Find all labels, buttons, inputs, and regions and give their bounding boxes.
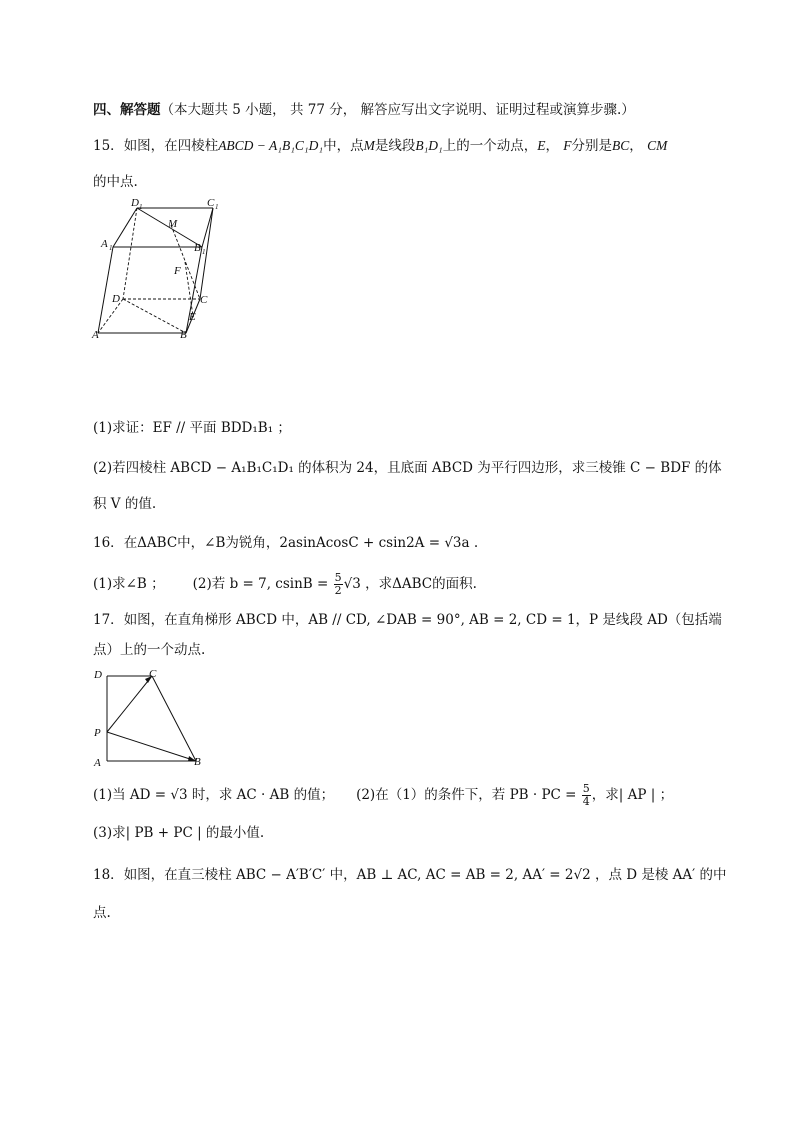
- section-note: （本大题共 5 小题， 共 77 分， 解答应写出文字说明、证明过程或演算步骤.）: [160, 102, 635, 118]
- q16-line1: [93, 533, 478, 553]
- label-b1: B: [194, 242, 201, 254]
- q15-point-m: M: [363, 138, 375, 153]
- label-b: B: [180, 329, 187, 341]
- label-b: B: [194, 756, 201, 768]
- q16-parts: [93, 572, 477, 597]
- label-c: C: [149, 668, 157, 680]
- q17-part1: (1)当 AD = √3 时，求 AC · AB 的值；: [93, 787, 335, 803]
- label-m: M: [168, 218, 178, 230]
- q15-number: 15．: [93, 138, 124, 154]
- q16-part1: (1)求∠B ；: [93, 576, 165, 592]
- label-e: E: [189, 311, 196, 323]
- label-c: C: [200, 294, 208, 306]
- label-f: F: [174, 265, 181, 277]
- frac-denominator: 4: [582, 795, 590, 808]
- label-sub: 1: [139, 203, 143, 211]
- q15-text: 是线段: [374, 138, 416, 154]
- q18-text: 如图，在直三棱柱 ABC − A′B′C′ 中，AB ⊥ AC, AC = AB = 2, AA′ = 2√2 ，点 D 是棱 AA′ 的中: [123, 867, 727, 883]
- q18-line2: 点.: [93, 905, 111, 921]
- q16-text: 在ΔABC中，∠B为锐角，2asinAcosC + csin2A = √3a .: [123, 535, 479, 551]
- q15-text: 如图，在四棱柱: [123, 138, 219, 154]
- q18-number: 18．: [93, 867, 124, 883]
- q17-part2: (2)在（1）的条件下，若 PB · PC =: [356, 787, 577, 803]
- q15-part2-cont: 积 V 的值.: [93, 496, 157, 512]
- q15-prism: ABCD − A₁B₁C₁D₁: [218, 138, 324, 153]
- q17-part3: (3)求| PB + PC | 的最小值.: [93, 825, 265, 841]
- q17-number: 17．: [93, 612, 124, 628]
- figure-trapezoid: [90, 666, 210, 772]
- frac-denominator: 2: [334, 584, 342, 597]
- q17-parts: [93, 783, 673, 808]
- frac-numerator: 5: [582, 782, 590, 795]
- label-d1: D: [131, 197, 139, 209]
- q16-number: 16．: [93, 535, 124, 551]
- label-c1: C: [207, 197, 215, 209]
- q15-line2: 的中点.: [93, 174, 138, 190]
- q15-line1: 15．如图，在四棱柱ABCD − A₁B₁C₁D₁中，点M是线段B₁D₁上的一个动点，E， F分别是BC， CM: [93, 138, 668, 154]
- label-a: A: [94, 757, 101, 769]
- label-sub: 1: [215, 203, 219, 211]
- q15-text: 中，点: [323, 138, 364, 154]
- label-sub: 1: [109, 244, 113, 252]
- q15-part1: (1)求证：EF // 平面 BDD₁B₁ ；: [93, 420, 291, 436]
- label-sub: 1: [202, 248, 206, 256]
- q16-fraction: [334, 572, 343, 597]
- q16-part2: (2)若 b = 7, csinB =: [192, 576, 329, 592]
- q17-line2: 点）上的一个动点.: [93, 642, 206, 658]
- figure-prism: [90, 196, 230, 346]
- label-p: P: [94, 727, 101, 739]
- q15-part2: (2)若四棱柱 ABCD − A₁B₁C₁D₁ 的体积为 24，且底面 ABCD 为平行四边形，求三棱锥 C − BDF 的体: [93, 460, 722, 476]
- q17-line1: [93, 610, 722, 630]
- label-a1: A: [101, 238, 108, 250]
- q15-seg-cm: CM: [647, 138, 668, 153]
- label-d: D: [94, 669, 102, 681]
- frac-numerator: 5: [334, 571, 342, 584]
- q16-part2-post: √3 ，求ΔABC的面积.: [343, 576, 477, 592]
- q17-fraction: [582, 783, 591, 808]
- label-d: D: [112, 293, 120, 305]
- q17-text: 如图，在直角梯形 ABCD 中，AB // CD, ∠DAB = 90°, AB = 2, CD = 1，P 是线段 AD（包括端: [123, 612, 722, 628]
- q15-seg-bc: BC: [612, 138, 630, 153]
- q17-part2-post: ，求| AP | ；: [591, 787, 674, 803]
- section-title: 四、解答题: [93, 102, 161, 118]
- label-a: A: [92, 329, 99, 341]
- q18-line1: [93, 865, 727, 885]
- q15-segment: B₁D₁: [415, 138, 443, 153]
- q15-text: 上的一个动点，: [442, 138, 538, 154]
- q15-text: 分别是: [571, 138, 613, 154]
- q15-point-f: F: [563, 138, 572, 153]
- section-header: [93, 100, 635, 120]
- q15-point-e: E: [537, 138, 546, 153]
